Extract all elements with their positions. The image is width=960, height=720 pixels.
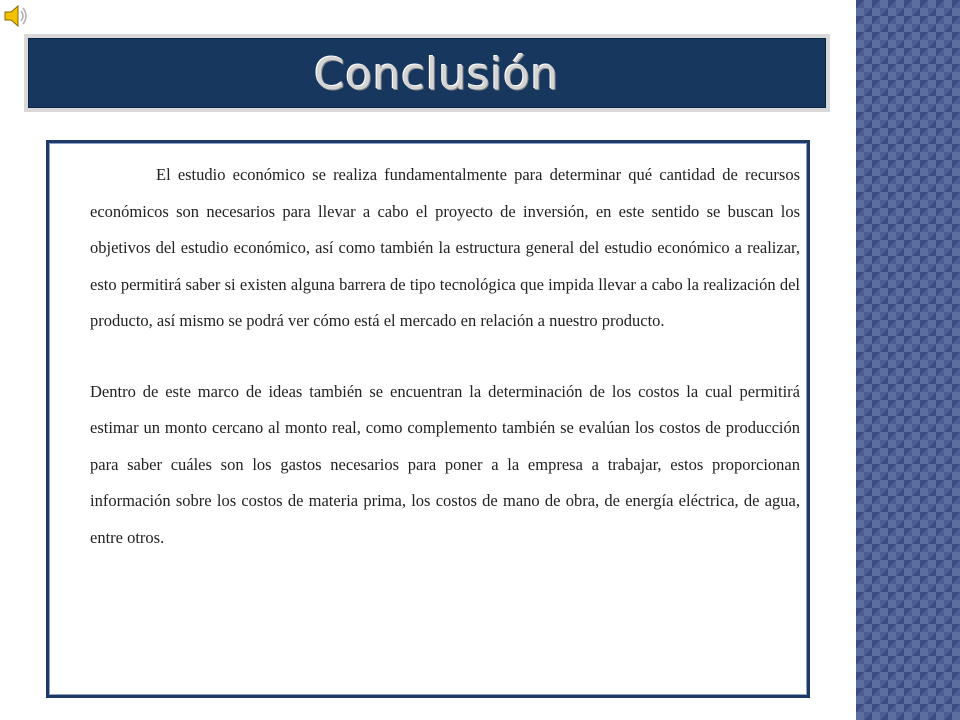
title-banner <box>24 34 830 112</box>
paragraph-1: El estudio económico se realiza fundamentalmente para determinar qué cantidad de recursos económicos son necesarios para llevar a cabo el proyecto de inversión, en este sentido se buscan los objetivos del estudio económico, así como también la estructura general del estudio económico a realizar, esto permitirá saber si existen alguna barrera de tipo tecnológica que impida llevar a cabo la realización del producto, así mismo se podrá ver cómo está el mercado en relación a nuestro producto. <box>90 165 800 330</box>
paragraph-2: Dentro de este marco de ideas también se encuentran la determinación de los costos la cual permitirá estimar un monto cercano al monto real, como complemento también se evalúan los costos de producción para saber cuáles son los gastos necesarios para poner a la empresa a trabajar, estos proporcionan información sobre los costos de materia prima, los costos de mano de obra, de energía eléctrica, de agua, entre otros. <box>90 381 800 547</box>
decorative-side-panel <box>856 0 960 720</box>
title-bar <box>28 38 826 108</box>
content-box <box>46 140 810 698</box>
speaker-icon[interactable] <box>2 2 30 30</box>
slide-title: Conclusión <box>314 49 559 100</box>
content-text <box>90 157 800 556</box>
